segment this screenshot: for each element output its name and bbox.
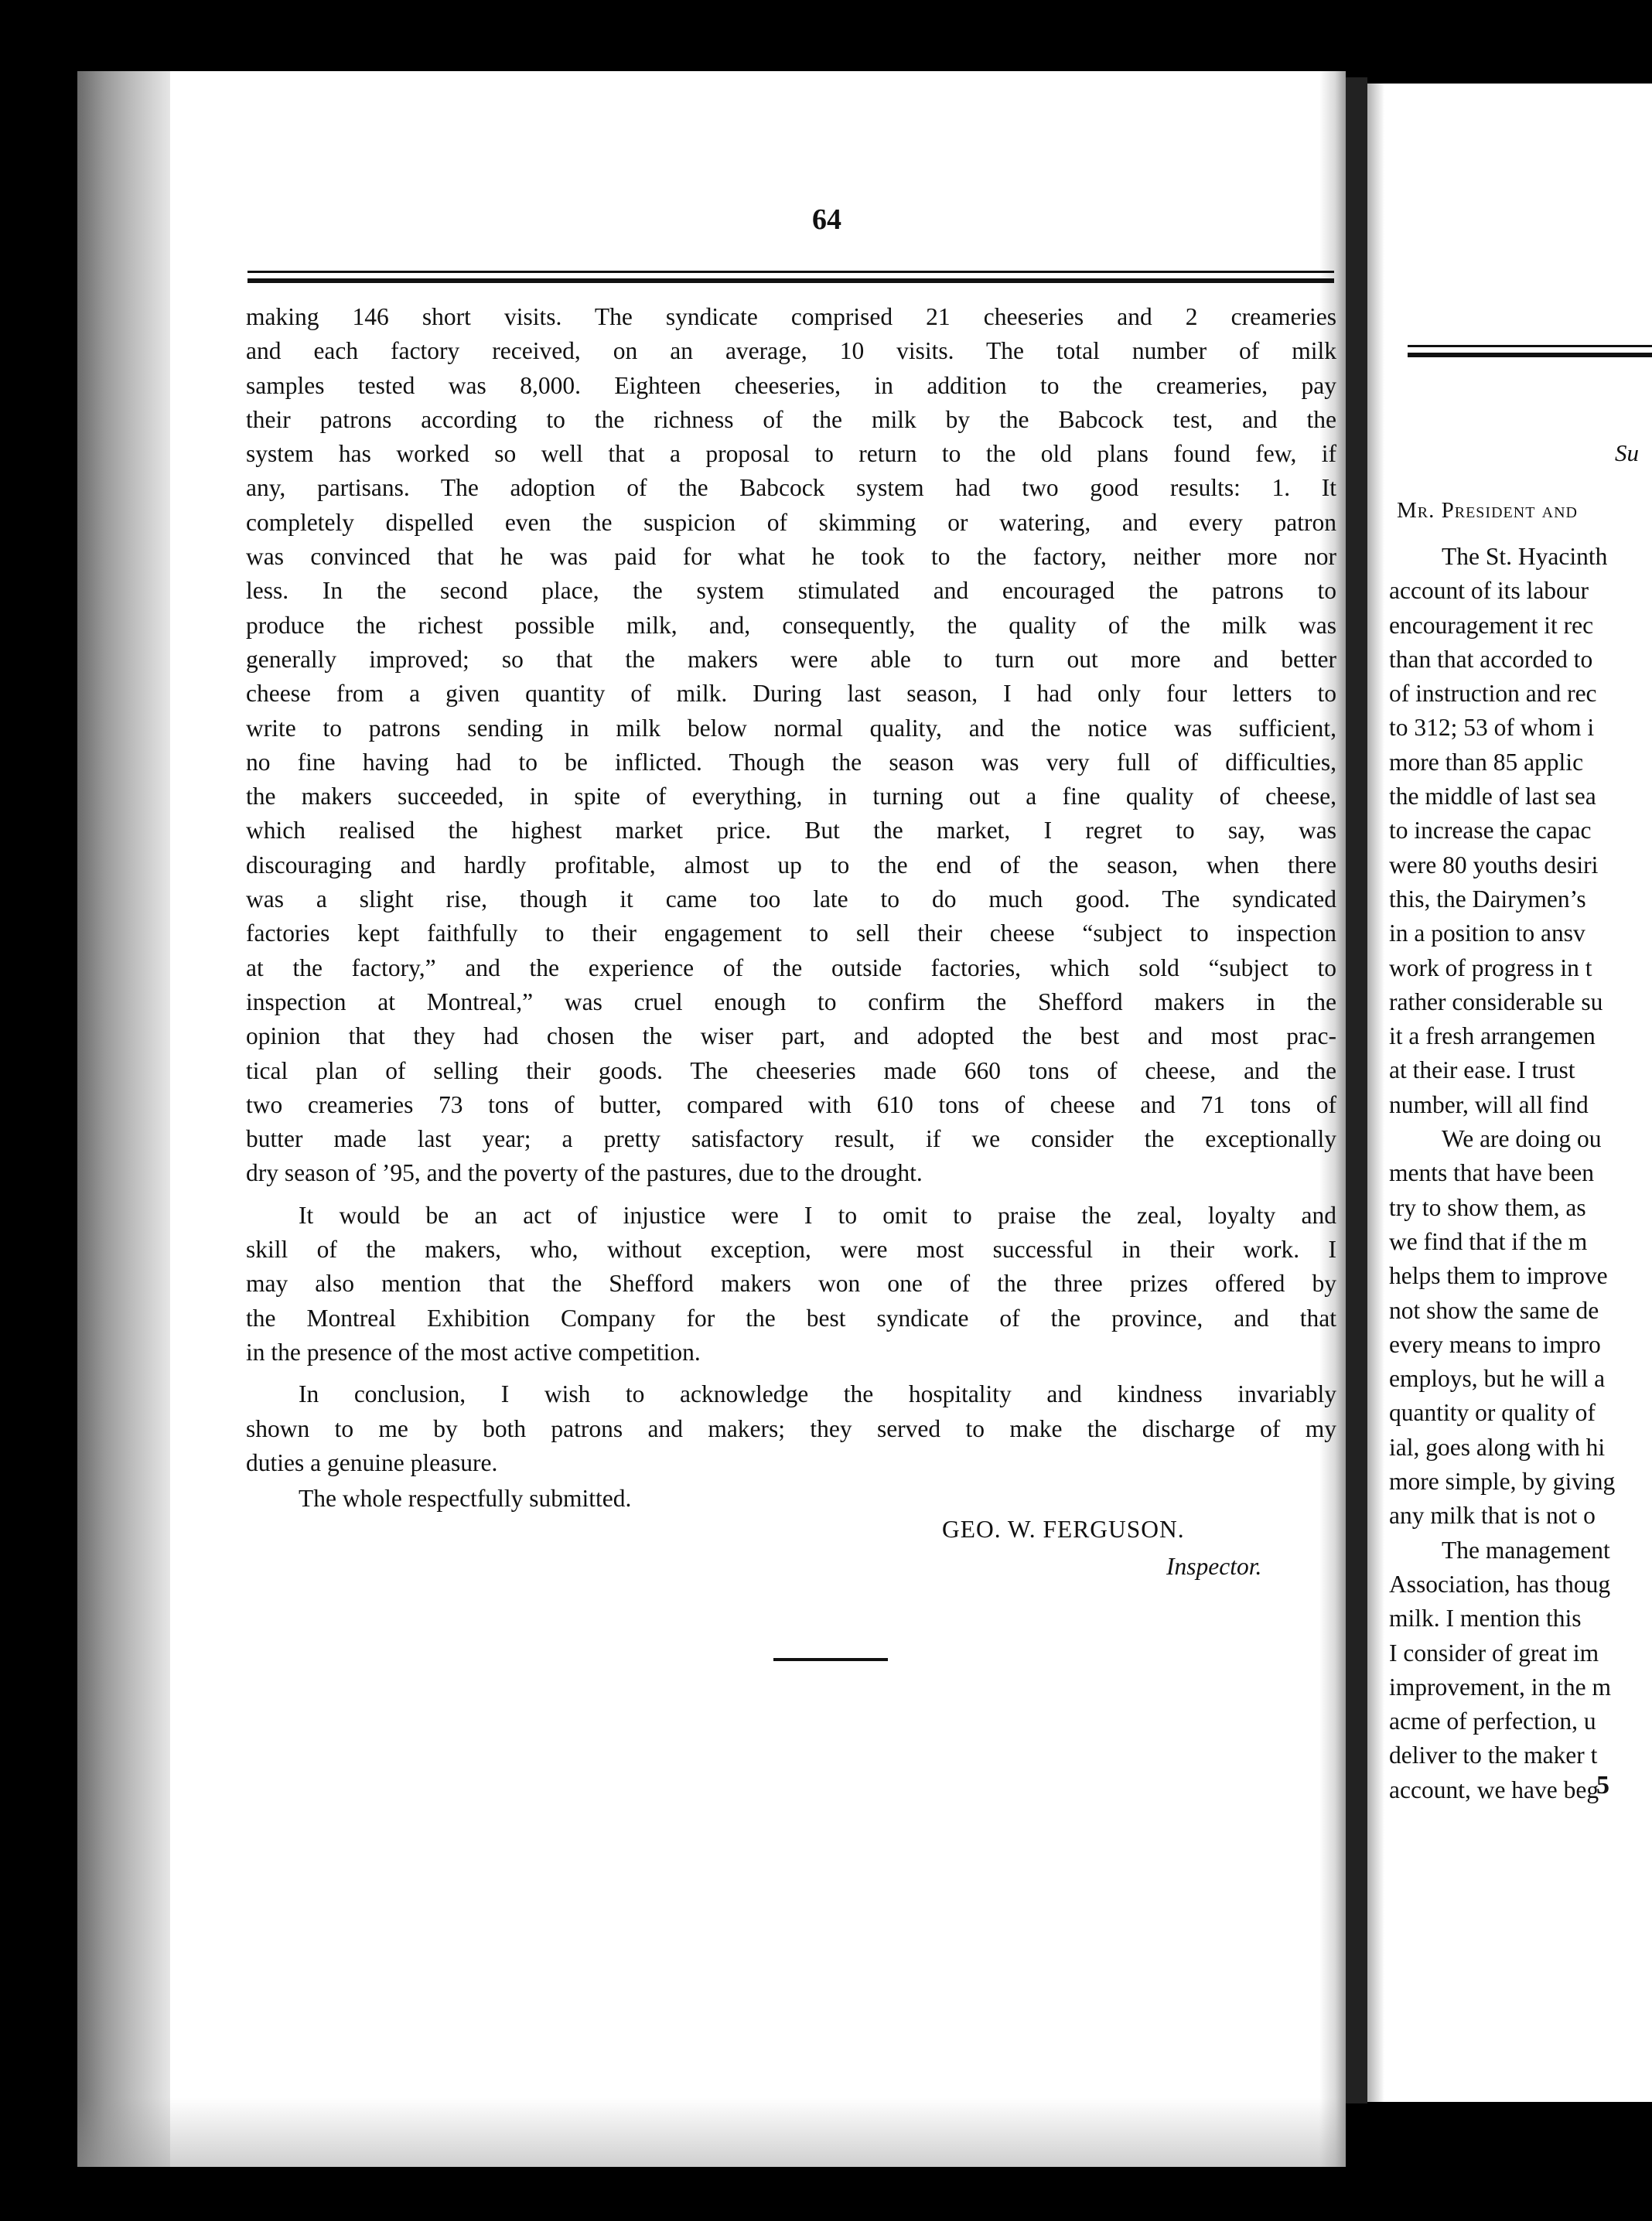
text-line: generally improved; so that the makers were able to turn out more and better bbox=[246, 645, 1336, 673]
book-gutter bbox=[1346, 77, 1367, 2103]
right-text-line: account, we have beg bbox=[1389, 1776, 1599, 1803]
right-text-line: Association, has thoug bbox=[1389, 1570, 1611, 1598]
right-text-line: not show the same de bbox=[1389, 1296, 1599, 1324]
right-text-line: rather considerable su bbox=[1389, 988, 1603, 1015]
page-edge-stack bbox=[77, 71, 170, 2167]
text-line: making 146 short visits. The syndicate comprised 21 cheeseries and 2 creameries bbox=[246, 303, 1336, 330]
right-text-line: account of its labour bbox=[1389, 577, 1589, 605]
right-text-line: We are doing ou bbox=[1442, 1125, 1602, 1153]
right-text-line: encouragement it rec bbox=[1389, 611, 1594, 639]
right-text-line: improvement, in the m bbox=[1389, 1673, 1611, 1701]
text-line: which realised the highest market price. But the market, I regret to say, was bbox=[246, 817, 1336, 844]
text-line: any, partisans. The adoption of the Babcock system had two good results: 1. It bbox=[246, 474, 1336, 502]
right-text-line: of instruction and rec bbox=[1389, 680, 1597, 708]
paragraph-gap bbox=[246, 1191, 1336, 1199]
right-text-line: deliver to the maker t bbox=[1389, 1742, 1598, 1769]
right-salutation: Mr. President and bbox=[1397, 498, 1578, 523]
text-line: less. In the second place, the system stimulated and encouraged the patrons to bbox=[246, 577, 1336, 605]
text-line: may also mention that the Shefford makers won one of the three prizes offered by bbox=[246, 1270, 1336, 1298]
right-text-line: number, will all find bbox=[1389, 1090, 1589, 1118]
header-rule-thick bbox=[247, 278, 1334, 283]
text-line: tical plan of selling their goods. The cheeseries made 660 tons of cheese, and the bbox=[246, 1056, 1336, 1084]
right-text-line: any milk that is not o bbox=[1389, 1502, 1596, 1530]
right-text-line: it a fresh arrangemen bbox=[1389, 1022, 1596, 1050]
text-line: at the factory,” and the experience of the outside factories, which sold “subject to bbox=[246, 954, 1336, 981]
right-header-rule-thick bbox=[1408, 353, 1652, 357]
text-line: butter made last year; a pretty satisfactory result, if we consider the exceptionally bbox=[246, 1125, 1336, 1153]
text-line: write to patrons sending in milk below normal quality, and the notice was sufficient, bbox=[246, 714, 1336, 742]
text-line: two creameries 73 tons of butter, compared with 610 tons of cheese and 71 tons of bbox=[246, 1090, 1336, 1118]
paragraph-gap bbox=[246, 1370, 1336, 1377]
right-text-line: this, the Dairymen’s bbox=[1389, 885, 1586, 913]
right-text-line: at their ease. I trust bbox=[1389, 1056, 1575, 1084]
text-line: in the presence of the most active competition. bbox=[246, 1338, 701, 1366]
text-line: In conclusion, I wish to acknowledge the hospitality and kindness invariably bbox=[299, 1380, 1336, 1408]
text-line: duties a genuine pleasure. bbox=[246, 1448, 498, 1476]
text-line: the Montreal Exhibition Company for the best syndicate of the province, and that bbox=[246, 1304, 1336, 1332]
right-page bbox=[1367, 84, 1652, 2102]
right-text-line: try to show them, as bbox=[1389, 1193, 1586, 1221]
text-line: their patrons according to the richness of the milk by the Babcock test, and the bbox=[246, 405, 1336, 433]
closing-rule bbox=[773, 1658, 888, 1661]
right-text-line: we find that if the m bbox=[1389, 1227, 1588, 1255]
text-line: dry season of ’95, and the poverty of the pastures, due to the drought. bbox=[246, 1159, 923, 1187]
text-line: the makers succeeded, in spite of everything, in turning out a fine quality of cheese, bbox=[246, 783, 1336, 810]
right-page-body bbox=[1389, 540, 1615, 1807]
page-number: 64 bbox=[812, 203, 841, 236]
text-line: was convinced that he was paid for what he took to the factory, neither more nor bbox=[246, 543, 1336, 571]
right-text-line: to 312; 53 of whom i bbox=[1389, 714, 1595, 742]
right-text-line: quantity or quality of bbox=[1389, 1399, 1596, 1427]
bottom-shade bbox=[77, 2097, 1346, 2167]
right-text-line: were 80 youths desiri bbox=[1389, 851, 1599, 879]
text-line: discouraging and hardly profitable, almost up to the end of the season, when there bbox=[246, 851, 1336, 879]
right-text-line: more simple, by giving bbox=[1389, 1468, 1616, 1496]
right-text-line: ial, goes along with hi bbox=[1389, 1433, 1606, 1461]
text-line: skill of the makers, who, without exception, were most successful in their work. I bbox=[246, 1236, 1336, 1264]
text-line: no fine having had to be inflicted. Though the season was very full of difficulties, bbox=[246, 748, 1336, 776]
right-text-line: helps them to improve bbox=[1389, 1262, 1608, 1290]
text-line: inspection at Montreal,” was cruel enough to confirm the Shefford makers in the bbox=[246, 988, 1336, 1015]
text-line: opinion that they had chosen the wiser part, and adopted the best and most prac- bbox=[246, 1022, 1336, 1050]
right-text-line: more than 85 applic bbox=[1389, 748, 1584, 776]
right-text-line: The management bbox=[1442, 1536, 1610, 1564]
header-rule-thin bbox=[247, 271, 1334, 273]
text-line: and each factory received, on an average, 10 visits. The total number of milk bbox=[246, 337, 1336, 365]
right-text-line: every means to impro bbox=[1389, 1330, 1601, 1358]
right-text-line: acme of perfection, u bbox=[1389, 1708, 1596, 1735]
text-line: It would be an act of injustice were I to omit to praise the zeal, loyalty and bbox=[299, 1201, 1336, 1229]
closing-text: The whole respectfully submitted. bbox=[299, 1485, 632, 1512]
right-text-line: to increase the capac bbox=[1389, 817, 1592, 844]
right-text-line: I consider of great im bbox=[1389, 1639, 1599, 1667]
right-text-line: the middle of last sea bbox=[1389, 783, 1596, 810]
right-text-line: than that accorded to bbox=[1389, 645, 1593, 673]
text-line: shown to me by both patrons and makers; they served to make the discharge of my bbox=[246, 1414, 1336, 1442]
right-text-line: The St. Hyacinth bbox=[1442, 543, 1608, 570]
text-line: samples tested was 8,000. Eighteen cheeseries, in addition to the creameries, pay bbox=[246, 371, 1336, 399]
text-line: factories kept faithfully to their engagement to sell their cheese “subject to inspection bbox=[246, 919, 1336, 947]
right-text-line: milk. I mention this bbox=[1389, 1605, 1582, 1632]
right-heading-fragment: Su bbox=[1615, 439, 1639, 466]
right-text-line: employs, but he will a bbox=[1389, 1365, 1606, 1393]
report-body bbox=[246, 300, 1336, 1480]
right-header-rule-thin bbox=[1408, 345, 1652, 347]
signer-title: Inspector. bbox=[1166, 1553, 1262, 1580]
signer-name: GEO. W. FERGUSON. bbox=[942, 1516, 1185, 1543]
right-page-number: 5 bbox=[1596, 1771, 1609, 1800]
right-text-line: work of progress in t bbox=[1389, 954, 1592, 981]
text-line: system has worked so well that a proposal to return to the old plans found few, if bbox=[246, 440, 1336, 468]
text-line: cheese from a given quantity of milk. During last season, I had only four letters to bbox=[246, 680, 1336, 708]
text-line: was a slight rise, though it came too late to do much good. The syndicated bbox=[246, 885, 1336, 913]
right-page-shadow bbox=[1367, 84, 1384, 2102]
text-line: completely dispelled even the suspicion of skimming or watering, and every patron bbox=[246, 508, 1336, 536]
right-text-line: ments that have been bbox=[1389, 1159, 1595, 1187]
right-text-line: in a position to ansv bbox=[1389, 919, 1585, 947]
text-line: produce the richest possible milk, and, consequently, the quality of the milk was bbox=[246, 611, 1336, 639]
